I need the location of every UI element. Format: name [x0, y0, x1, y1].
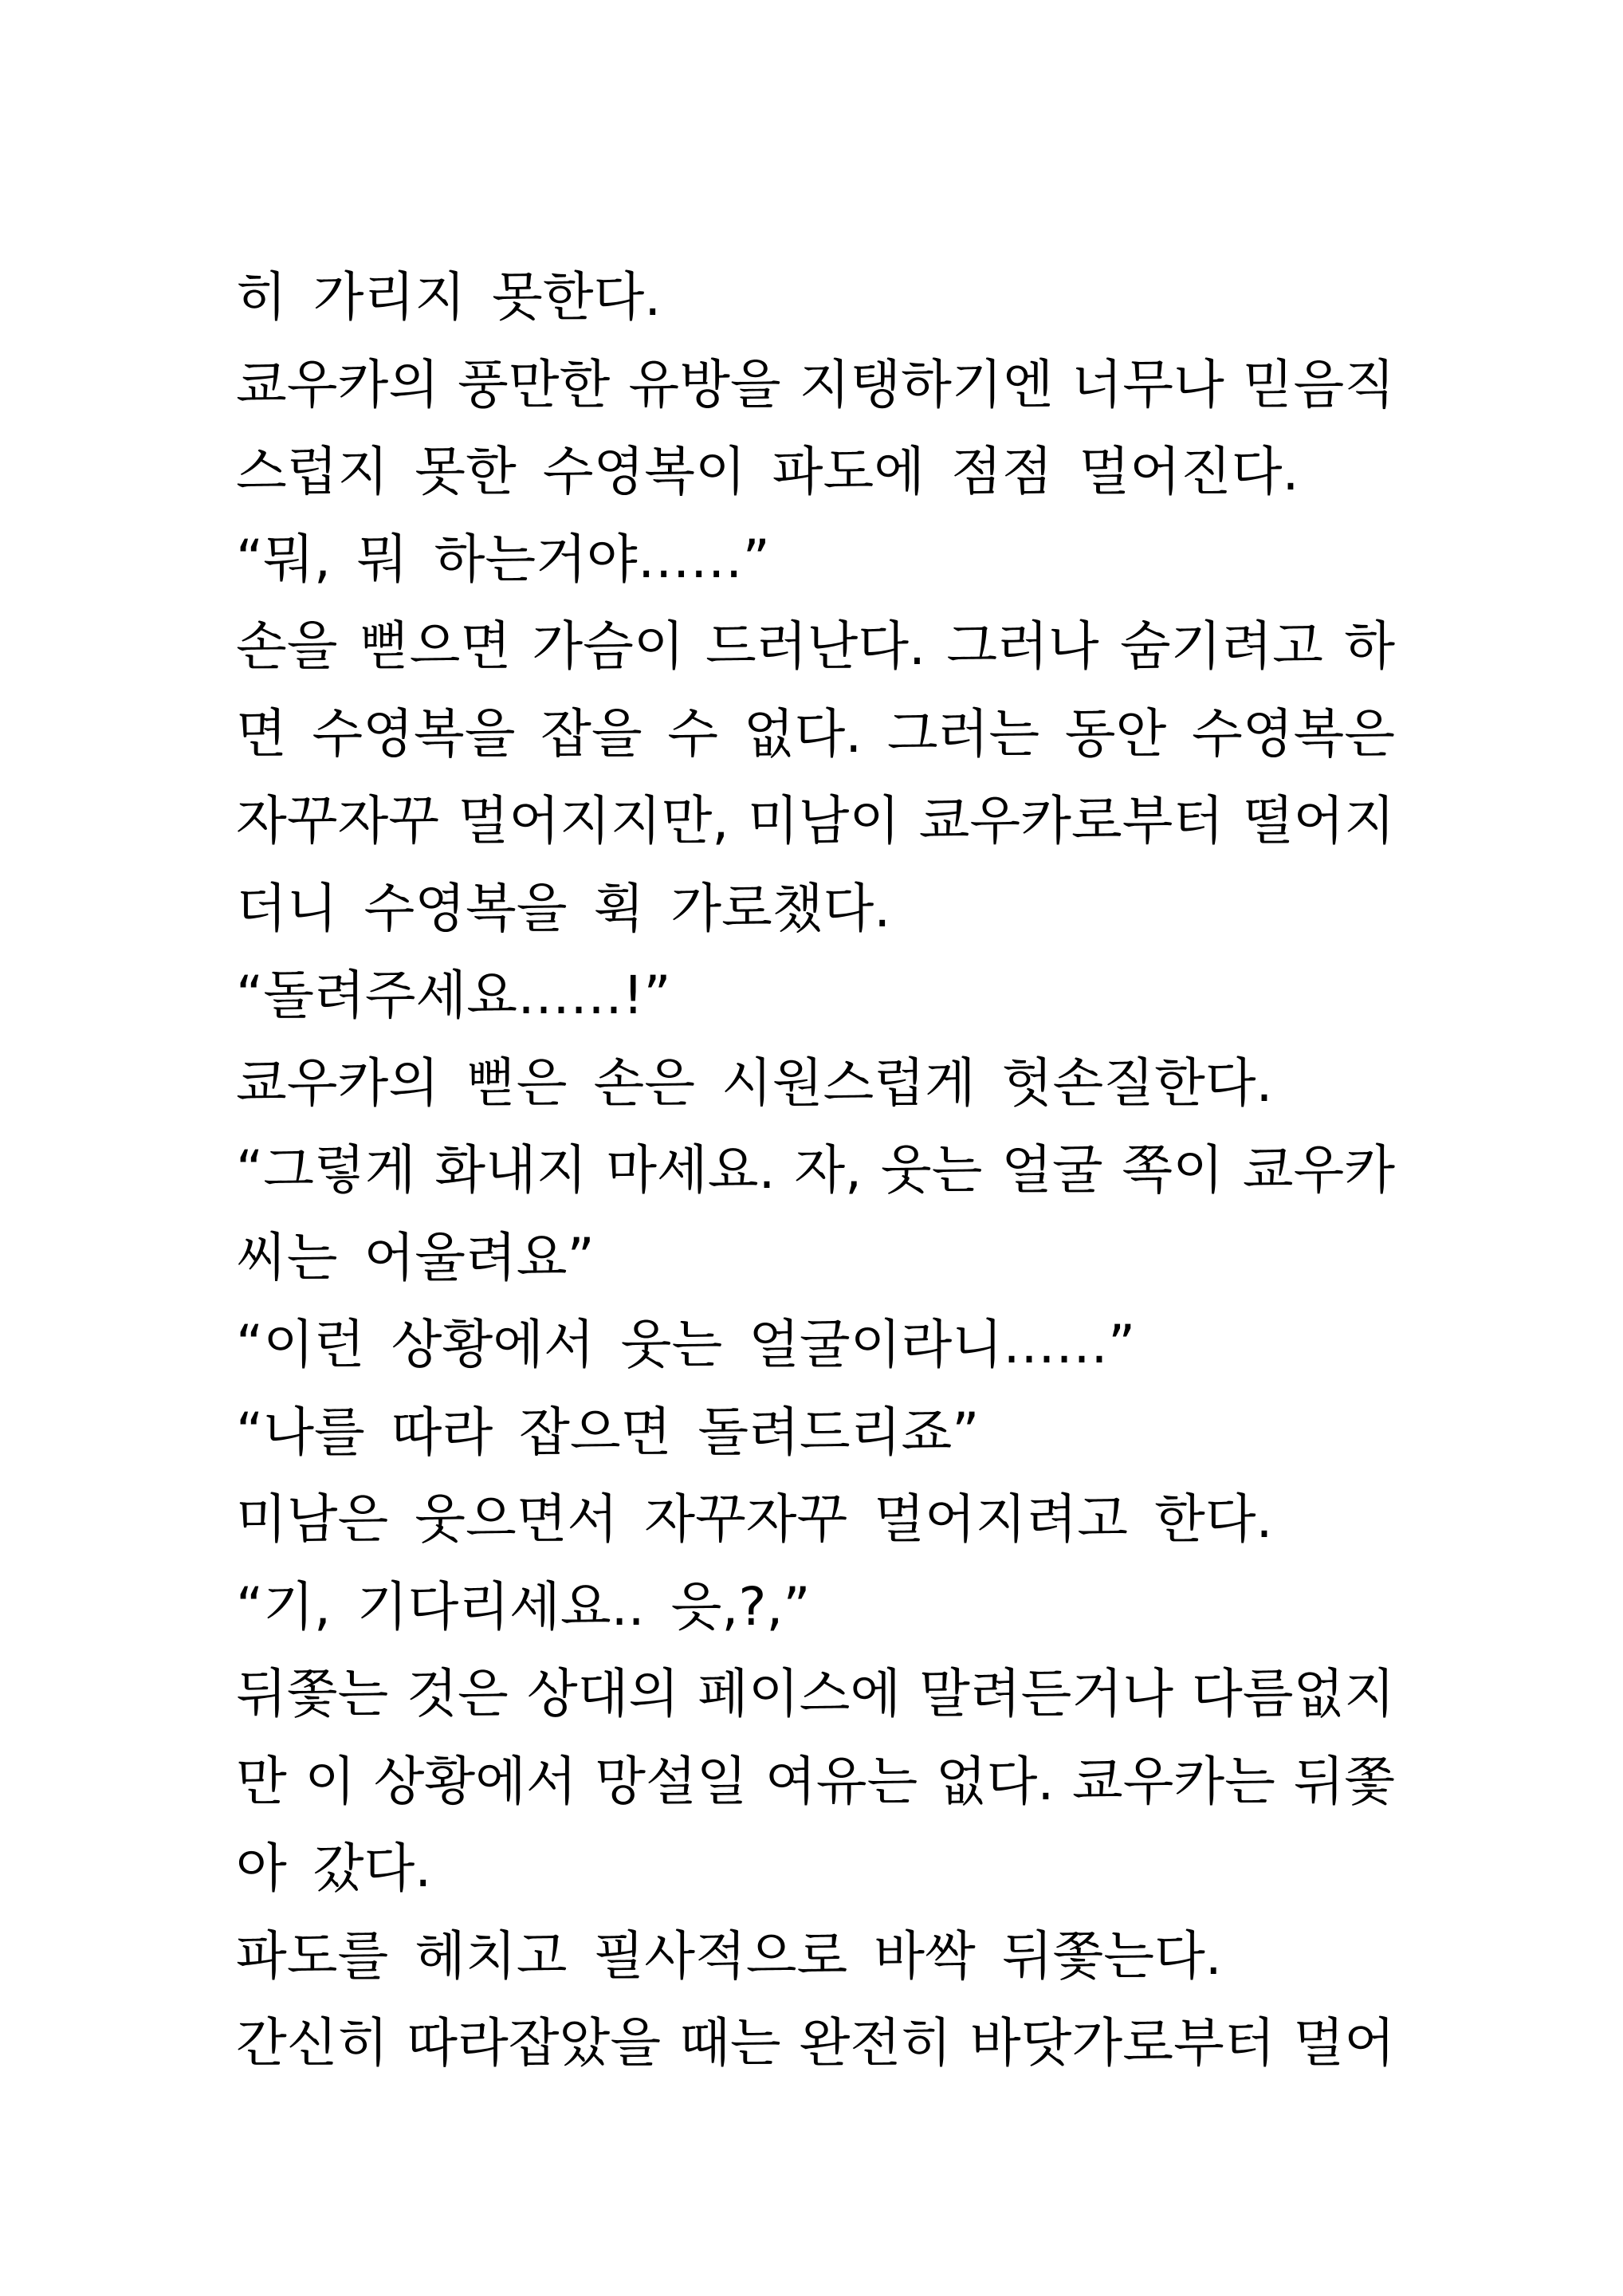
text-line-7: 자꾸자꾸 멀어지지만, 미남이 쿄우카로부터 떨어지	[236, 790, 1395, 851]
text-line-17: 뒤쫓는 것은 상대의 페이스에 말려든거나 다름없지	[236, 1663, 1395, 1724]
text-line-8: 더니 수영복을 휙 가로챘다.	[236, 877, 891, 939]
text-line-9: “돌려주세요……!”	[236, 965, 671, 1026]
text-line-15: 미남은 웃으면서 자꾸자꾸 멀어지려고 한다.	[236, 1488, 1273, 1550]
text-line-2: 쿄우카의 풍만한 유방을 지탱하기엔 너무나 믿음직	[236, 353, 1395, 415]
text-line-16: “기, 기다리세요.. 읏,?,”	[236, 1575, 811, 1637]
text-line-10: 쿄우카의 뻗은 손은 시원스럽게 헛손질한다.	[236, 1052, 1273, 1114]
text-line-13: “이런 상황에서 웃는 얼굴이라니……”	[236, 1314, 1136, 1375]
text-line-5: 손을 뻗으면 가슴이 드러난다. 그러나 숨기려고 하	[236, 615, 1395, 677]
body-text	[236, 254, 1395, 2087]
text-line-4: “뭐, 뭐 하는거야……”	[236, 528, 770, 590]
text-line-14: “나를 따라 잡으면 돌려드리죠”	[236, 1401, 980, 1463]
text-line-1: 히 가리지 못한다.	[236, 266, 662, 328]
text-line-18: 만 이 상황에서 망설일 여유는 없다. 쿄우카는 뒤쫓	[236, 1750, 1395, 1812]
text-line-19: 아 갔다.	[236, 1838, 432, 1899]
text-line-11: “그렇게 화내지 마세요. 자, 웃는 얼굴 쪽이 쿄우카	[236, 1139, 1395, 1201]
text-line-12: 씨는 어울려요”	[236, 1226, 595, 1288]
text-line-20: 파도를 헤치고 필사적으로 바싹 뒤쫓는다.	[236, 1924, 1222, 1987]
text-line-21: 간신히 따라잡았을 때는 완전히 바닷가로부터 멀어	[236, 2012, 1395, 2074]
text-line-3: 스럽지 못한 수영복이 파도에 점점 멀어진다.	[236, 441, 1299, 502]
text-line-6: 면 수영복을 잡을 수 없다. 그러는 동안 수영복은	[236, 702, 1395, 765]
